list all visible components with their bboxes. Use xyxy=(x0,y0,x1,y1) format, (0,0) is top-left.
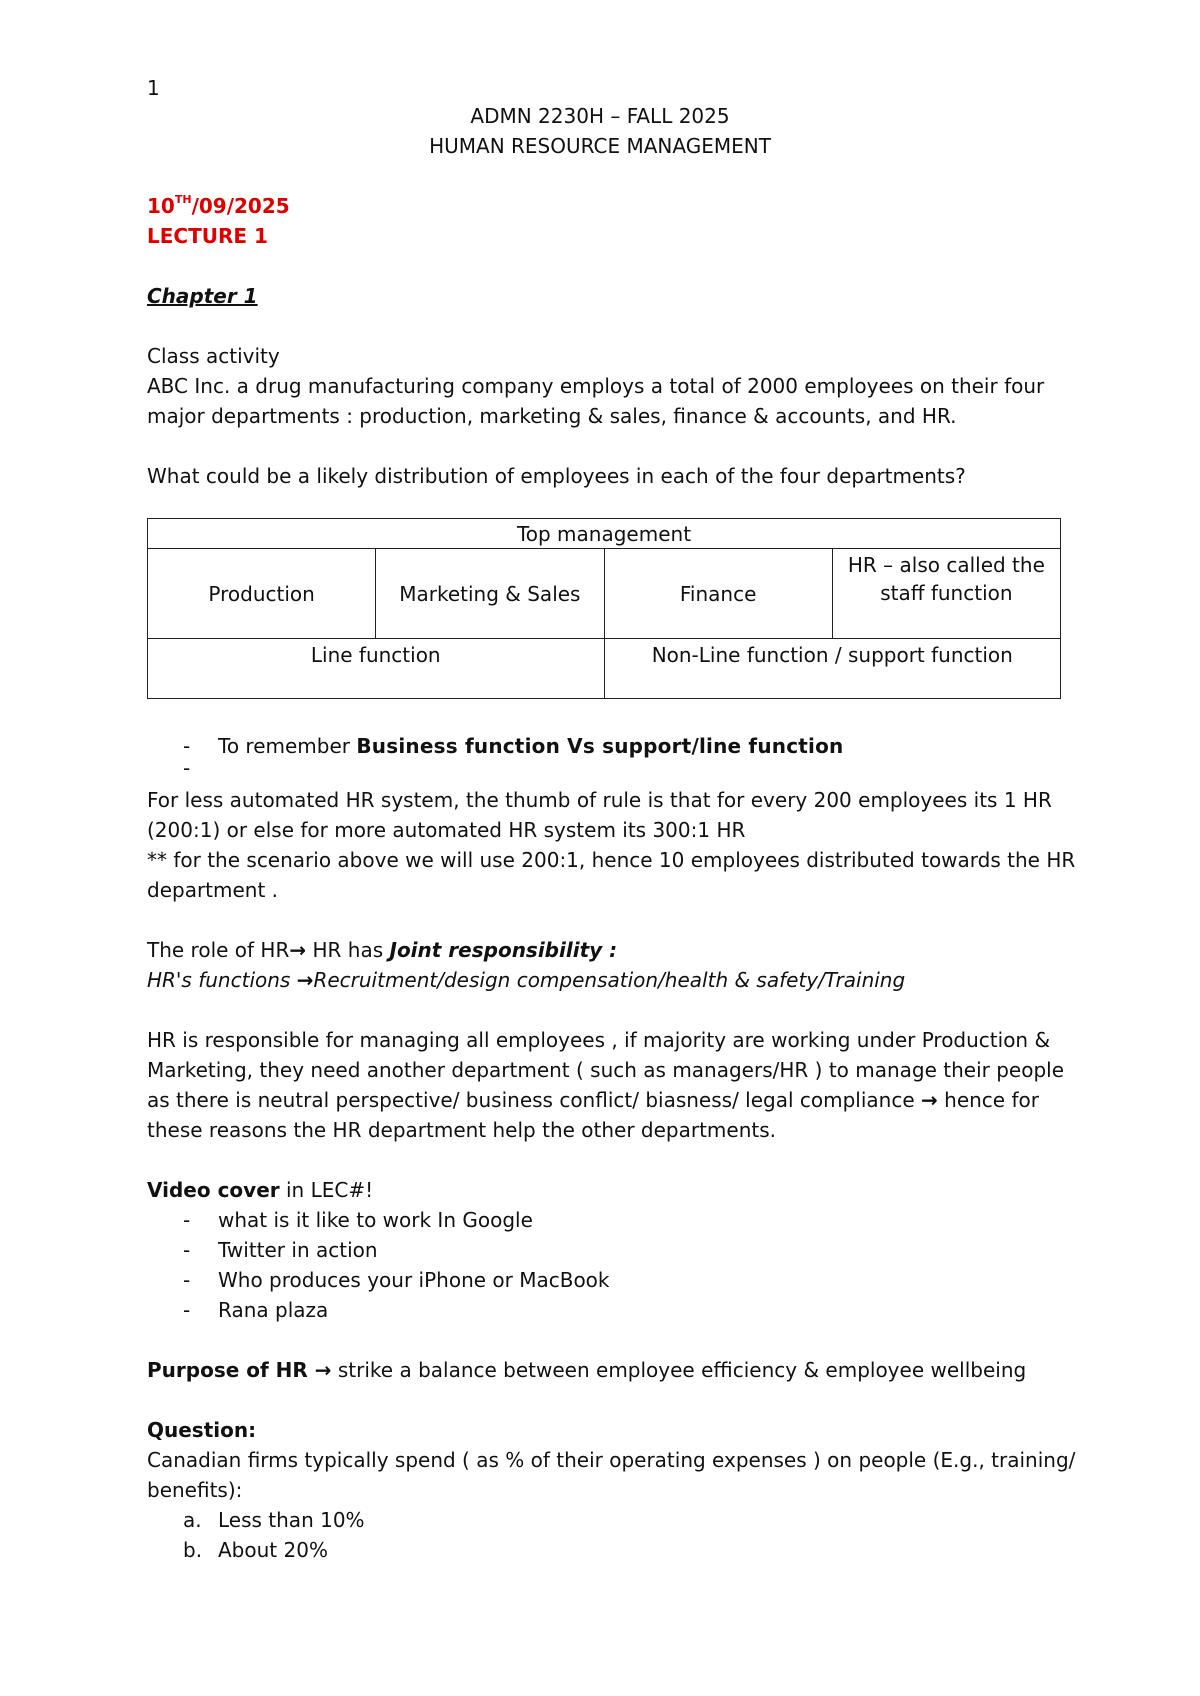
subject-title: HUMAN RESOURCE MANAGEMENT xyxy=(429,134,771,158)
lecture-date xyxy=(147,192,290,220)
arrow-icon: → xyxy=(314,1358,332,1382)
arrow-icon: → xyxy=(921,1088,938,1112)
ratio-line4: department . xyxy=(147,878,279,902)
option-text: Less than 10% xyxy=(218,1508,365,1532)
bullet-dash: - xyxy=(183,756,191,780)
line-function-cell: Line function xyxy=(148,639,605,699)
ratio-line2: (200:1) or else for more automated HR system its 300:1 HR xyxy=(147,818,746,842)
marketing-sales-cell: Marketing & Sales xyxy=(376,549,604,639)
ratio-line1: For less automated HR system, the thumb of rule is that for every 200 employees its 1 HR xyxy=(147,788,1052,812)
arrow-icon: → xyxy=(296,968,314,992)
class-activity-line1: ABC Inc. a drug manufacturing company employs a total of 2000 employees on their four xyxy=(147,374,1045,398)
remember-bold: Business function Vs support/line function xyxy=(356,734,844,758)
video-rest: in LEC#! xyxy=(279,1178,374,1202)
video-item-text: Who produces your iPhone or MacBook xyxy=(218,1268,610,1292)
bullet-dash: - xyxy=(183,734,191,758)
remember-prefix: To remember xyxy=(218,734,357,758)
option-letter: a. xyxy=(183,1508,202,1532)
org-structure-table xyxy=(147,518,1061,699)
responsibility-line4: these reasons the HR department help the other departments. xyxy=(147,1118,777,1142)
class-activity-line2: major departments : production, marketing & sales, finance & accounts, and HR. xyxy=(147,404,957,428)
video-item-text: Rana plaza xyxy=(218,1298,329,1322)
date-rest: /09/2025 xyxy=(191,194,290,218)
purpose-rest: strike a balance between employee efficiency & employee wellbeing xyxy=(331,1358,1027,1382)
option-text: About 20% xyxy=(218,1538,328,1562)
purpose-line xyxy=(147,1356,1026,1384)
role-mid: HR has xyxy=(306,938,390,962)
hr-cell-line1: HR – also called the xyxy=(847,553,1045,577)
date-day: 10 xyxy=(147,194,175,218)
hr-functions-line xyxy=(147,966,905,994)
functions-prefix: HR's functions xyxy=(147,968,297,992)
bullet-dash: - xyxy=(183,1208,191,1232)
top-management-cell: Top management xyxy=(148,519,1061,549)
bullet-dash: - xyxy=(183,1268,191,1292)
arrow-icon: → xyxy=(289,938,307,962)
class-activity-question: What could be a likely distribution of employees in each of the four departments? xyxy=(147,464,966,488)
question-heading: Question: xyxy=(147,1418,257,1442)
question-line1: Canadian firms typically spend ( as % of their operating expenses ) on people (E.g., training/ xyxy=(147,1448,1076,1472)
responsibility-line3-suffix: hence for xyxy=(937,1088,1039,1112)
non-line-function-cell: Non-Line function / support function xyxy=(604,639,1061,699)
role-line xyxy=(147,936,617,964)
hr-cell xyxy=(832,549,1060,639)
joint-responsibility: Joint responsibility : xyxy=(389,938,618,962)
purpose-bold: Purpose of HR xyxy=(147,1358,315,1382)
video-bold: Video cover xyxy=(147,1178,280,1202)
ratio-line3: ** for the scenario above we will use 200:1, hence 10 employees distributed towards the HR xyxy=(147,848,1076,872)
question-line2: benefits): xyxy=(147,1478,243,1502)
role-prefix: The role of HR xyxy=(147,938,290,962)
video-item-text: Twitter in action xyxy=(218,1238,378,1262)
video-heading xyxy=(147,1176,373,1204)
video-item-text: what is it like to work In Google xyxy=(218,1208,533,1232)
page-number: 1 xyxy=(147,76,160,100)
hr-cell-line2: staff function xyxy=(880,581,1013,605)
date-suffix: TH xyxy=(174,193,192,207)
course-title: ADMN 2230H – FALL 2025 xyxy=(470,104,730,128)
chapter-heading: Chapter 1 xyxy=(147,284,258,308)
production-cell: Production xyxy=(148,549,376,639)
finance-cell: Finance xyxy=(604,549,832,639)
bullet-dash: - xyxy=(183,1298,191,1322)
class-activity-title: Class activity xyxy=(147,344,280,368)
responsibility-line3-prefix: as there is neutral perspective/ business conflict/ biasness/ legal compliance xyxy=(147,1088,922,1112)
remember-text xyxy=(218,732,843,760)
lecture-heading: LECTURE 1 xyxy=(147,224,268,248)
option-letter: b. xyxy=(183,1538,203,1562)
responsibility-line2: Marketing, they need another department ( such as managers/HR ) to manage their people xyxy=(147,1058,1065,1082)
responsibility-line1: HR is responsible for managing all employees , if majority are working under Production & xyxy=(147,1028,1051,1052)
responsibility-line3 xyxy=(147,1086,1039,1114)
bullet-dash: - xyxy=(183,1238,191,1262)
functions-list: Recruitment/design compensation/health & safety/Training xyxy=(313,968,906,992)
